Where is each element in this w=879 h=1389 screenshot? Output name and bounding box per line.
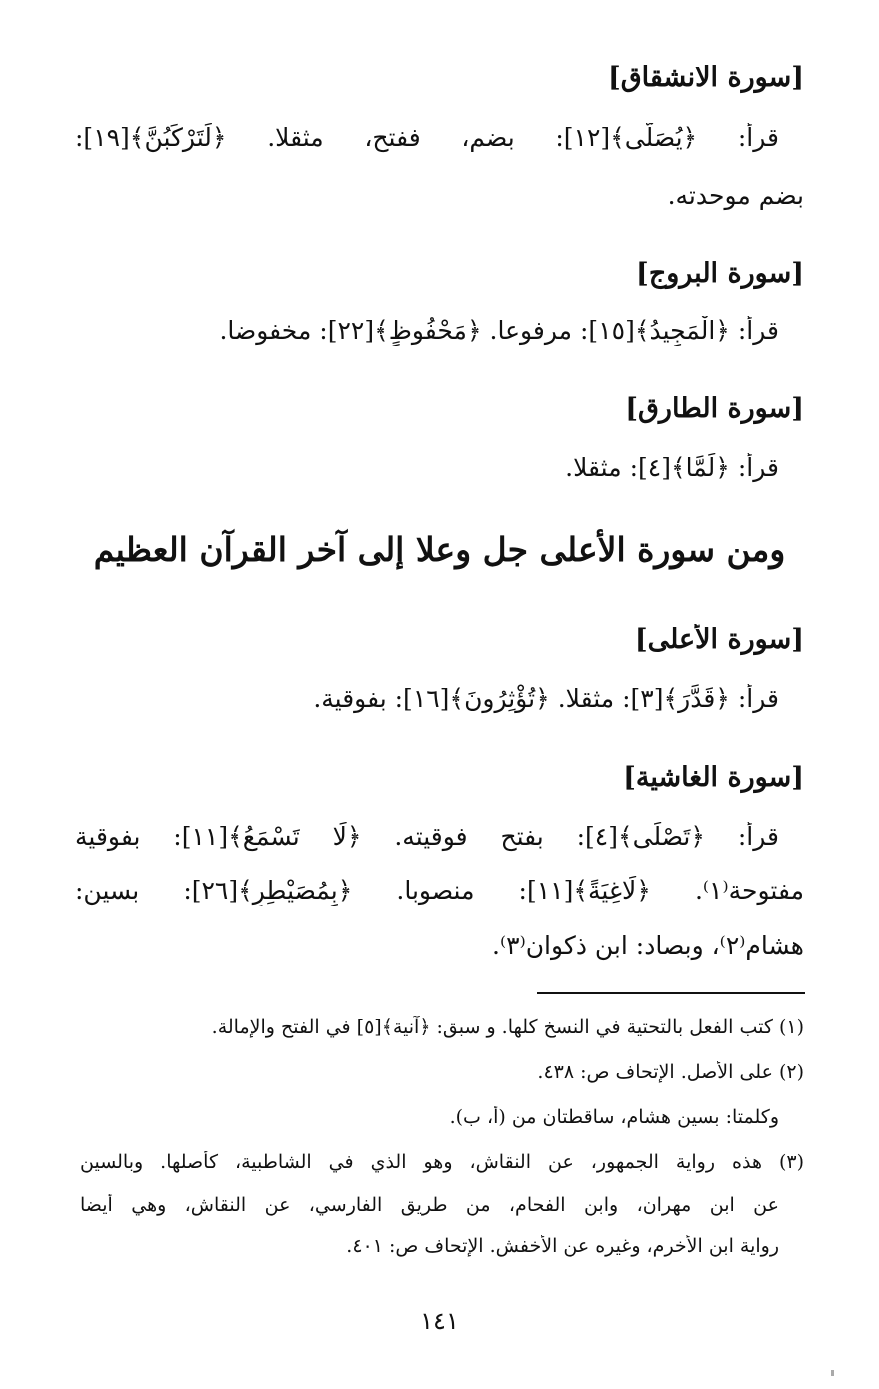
section-text-inshiqaq-line1: قرأ: ﴿يُصَلَّى﴾[١٢]: بضم، ففتح، مثقلا. ﴿لَتَرْكَبُنَّ﴾[١٩]: [75,123,779,152]
section-title-buruj: [سورة البروج] [636,258,804,289]
footnote-3-line3: رواية ابن الأخرم، وغيره عن الأخفش. الإتحاف ص: ٤٠١. [346,1235,779,1257]
footnote-1: (١) كتب الفعل بالتحتية في النسخ كلها. و سبق: ﴿آنية﴾[٥] في الفتح والإمالة. [211,1016,804,1038]
footnote-3-line1: (٣) هذه رواية الجمهور، عن النقاش، وهو الذي في الشاطبية، كأصلها. وبالسين [80,1151,804,1173]
section-text-ghashiya-line3: هشام⁽٢⁾، وبصاد: ابن ذكوان⁽٣⁾. [492,931,804,960]
footnote-2: (٢) على الأصل. الإتحاف ص: ٤٣٨. [537,1061,804,1083]
section-text-inshiqaq-line2: بضم موحدته. [667,181,804,210]
section-text-ala-line1: قرأ: ﴿قَدَّرَ﴾[٣]: مثقلا. ﴿تُؤْثِرُونَ﴾[١٦]: بفوقية. [313,684,779,713]
section-title-ala: [سورة الأعلى] [634,624,804,655]
footnote-3-line2: عن ابن مهران، وابن الفحام، من طريق الفارسي، عن النقاش، وهي أيضا [80,1194,779,1216]
footnote-separator [537,992,805,994]
section-title-inshiqaq: [سورة الانشقاق] [607,62,804,93]
page-number: ١٤١ [420,1307,459,1335]
section-title-tariq: [سورة الطارق] [625,393,804,424]
section-text-buruj-line1: قرأ: ﴿الْمَجِيدُ﴾[١٥]: مرفوعا. ﴿مَحْفُوظٍ﴾[٢٢]: مخفوضا. [219,316,779,345]
section-text-ghashiya-line1: قرأ: ﴿تَصْلَى﴾[٤]: بفتح فوقيته. ﴿لَا تَسْمَعُ﴾[١١]: بفوقية [75,822,779,851]
scan-mark [831,1370,834,1376]
main-title: ومن سورة الأعلى جل وعلا إلى آخر القرآن العظيم [93,530,786,569]
section-title-ghashiya: [سورة الغاشية] [623,762,804,793]
section-text-tariq-line1: قرأ: ﴿لَمَّا﴾[٤]: مثقلا. [565,453,779,482]
footnote-2-continuation: وكلمتا: بسين هشام، ساقطتان من (أ، ب). [449,1106,779,1128]
section-text-ghashiya-line2: مفتوحة⁽١⁾. ﴿لَاغِيَةً﴾[١١]: منصوبا. ﴿بِمُصَيْطِرٍ﴾[٢٦]: بسين: [75,876,804,905]
